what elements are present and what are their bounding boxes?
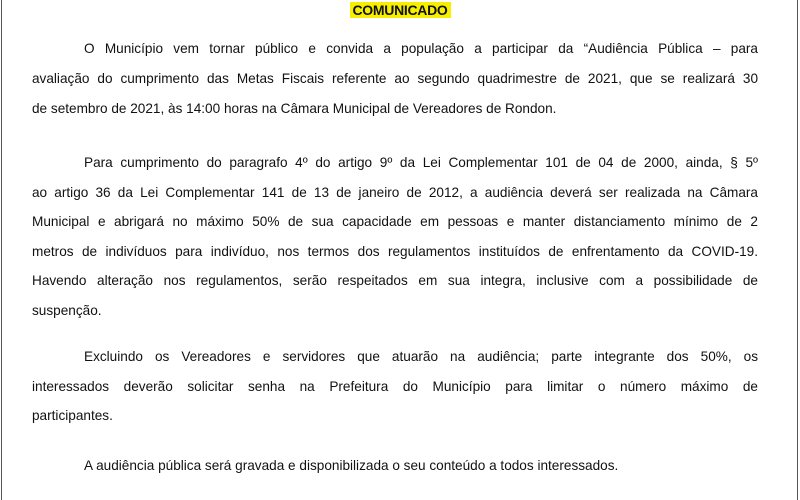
text-line: metros de indivíduos para indivíduo, nos termos dos regulamentos instituídos de enfrentamento da COVID-19. bbox=[32, 243, 758, 259]
text-line: participantes. bbox=[32, 408, 113, 423]
title-highlight: COMUNICADO bbox=[350, 2, 451, 18]
text-line: O Município vem tornar público e convida a população a participar da “Audiência Pública – para bbox=[84, 41, 758, 56]
text-line: Excluindo os Vereadores e servidores que atuarão na audiência; parte integrante dos 50%, os bbox=[84, 349, 758, 364]
text-line: A audiência pública será gravada e disponibilizada o seu conteúdo a todos interessados. bbox=[84, 458, 619, 473]
text-line: de setembro de 2021, às 14:00 horas na Câmara Municipal de Vereadores de Rondon. bbox=[32, 101, 557, 116]
paragraph-participants bbox=[32, 342, 758, 431]
text-line: Havendo alteração nos regulamentos, serão respeitados em sua integra, inclusive com a possibilidade de bbox=[32, 273, 758, 288]
text-line: ao artigo 36 da Lei Complementar 141 de 13 de janeiro de 2012, a audiência deverá ser realizada na Câmara bbox=[32, 184, 758, 200]
document-title bbox=[0, 2, 800, 18]
paragraph-legal-basis bbox=[32, 148, 758, 325]
text-line: suspenção. bbox=[32, 302, 102, 318]
text-line: Para cumprimento do paragrafo 4º do artigo 9º da Lei Complementar 101 de 04 de 2000, ainda, § 5º bbox=[84, 155, 758, 170]
text-line: Municipal e abrigará no máximo 50% de sua capacidade em pessoas e manter distanciamento mínimo de 2 bbox=[32, 214, 758, 229]
paragraph-announcement bbox=[32, 34, 758, 124]
text-line: interessados deverão solicitar senha na Prefeitura do Município para limitar o número máximo de bbox=[32, 378, 758, 394]
paragraph-recording bbox=[32, 451, 758, 481]
text-line: avaliação do cumprimento das Metas Fiscais referente ao segundo quadrimestre de 2021, que se realizará 30 bbox=[32, 71, 758, 86]
